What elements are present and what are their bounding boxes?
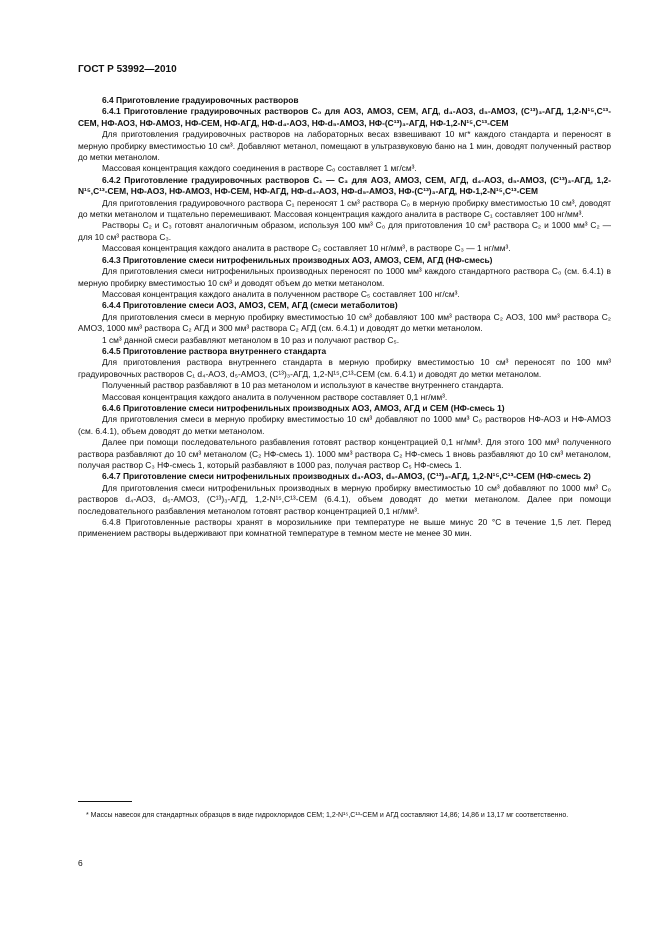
paragraph: Далее при помощи последовательного разбавления готовят раствор концентрацией 0,1 нг/мм³. Для этого 100 мм³ полученного раствора разбавляют до 10 см³ метанолом (С₂ НФ-смесь 1). 1000 мм³ раствора С₂ НФ-смесь 1 вновь разбавляют до 10 см³ метанолом, получая раствор С₃ НФ-смесь 1, который разбавляют в 1000 раз, получая раствор С₅ НФ-смесь 1. [78,437,611,470]
subsection-heading: 6.4.1 Приготовление градуировочных растворов С₀ для АОЗ, АМОЗ, СЕМ, АГД, d₄-АОЗ, d₅-АМОЗ, (С¹³)₃-АГД, 1,2-N¹⁵,С¹³-СЕМ, НФ-АОЗ, НФ-АМОЗ, НФ-СЕМ, НФ-АГД, НФ-d₄-АОЗ, НФ-d₅-АМОЗ, НФ-(С¹³)₃-АГД, НФ-1,2-N¹⁵,С¹³-СЕМ [78,106,611,128]
paragraph: Для приготовления смеси нитрофенильных производных переносят по 1000 мм³ каждого стандартного раствора С₀ (см. 6.4.1) в мерную пробирку вместимостью 10 см³ и доводят объем до метки метанолом. [78,266,611,288]
paragraph: Для приготовления смеси нитрофенильных производных в мерную пробирку вместимостью 10 см³ добавляют по 1000 мм³ С₀ растворов d₄-АОЗ, d₅-АМОЗ, (С¹³)₃-АГД, 1,2-N¹⁵,С¹³-СЕМ (6.4.1), объем доводят до метки метанолом. Далее при помощи последовательного разбавления метанолом готовят раствор концентрацией 0,1 нг/мм³. [78,482,611,516]
paragraph: Массовая концентрация каждого аналита в полученном растворе составляет 0,1 нг/мм³. [102,391,448,402]
paragraph: 6.4.8 Приготовленные растворы хранят в морозильнике при температуре не выше минус 20 °С в течение 1,5 лет. Перед применением растворы выдерживают при комнатной температуре в темном месте не менее 30 мин. [78,517,611,539]
subsection-heading: 6.4.2 Приготовление градуировочных растворов С₁ — С₃ для АОЗ, АМОЗ, СЕМ, АГД, d₄-АОЗ, d₅-АМОЗ, (С¹³)₃-АГД, 1,2-N¹⁵,С¹³-СЕМ, НФ-АОЗ, НФ-АМОЗ, НФ-СЕМ, НФ-АГД, НФ-d₄-АОЗ, НФ-d₅-АМОЗ, НФ-(С¹³)₃-АГД, НФ-1,2-N¹⁵,С¹³-СЕМ [78,174,611,197]
subsection-heading: 6.4.6 Приготовление смеси нитрофенильных производных АОЗ, АМОЗ, АГД и СЕМ (НФ-смесь 1) [102,402,505,413]
footnote: * Массы навесок для стандартных образцов в виде гидрохлоридов СЕМ; 1,2-N¹⁵,С¹³-СЕМ и АГД составляют 14,86; 14,86 и 13,17 мг соответственно. [86,812,569,819]
subsection-heading: 6.4.5 Приготовление раствора внутреннего стандарта [102,345,327,356]
paragraph: Для приготовления смеси в мерную пробирку вместимостью 10 см³ добавляют по 1000 мм³ С₀ растворов НФ-АОЗ и НФ-АМОЗ (см. 6.4.1), объем доводят до метки метанолом. [78,414,611,436]
page-number: 6 [78,858,83,868]
paragraph: Массовая концентрация каждого соединения в растворе С₀ составляет 1 мг/см³. [102,163,417,174]
paragraph: Для приготовления раствора внутреннего стандарта в мерную пробирку вместимостью 10 см³ переносят по 100 мм³ градуировочных растворов С₁ d₄-АОЗ, d₅-АМОЗ, (С¹³)₃-АГД, 1,2-N¹⁵,С¹³-СЕМ (см. 6.4.1) и доводят до метки метанолом. [78,357,611,379]
subsection-heading: 6.4.7 Приготовление смеси нитрофенильных производных d₄-АОЗ, d₅-АМОЗ, (С¹³)₃-АГД, 1,2-N¹⁵,С¹³-СЕМ (НФ-смесь 2) [102,471,591,482]
paragraph: Для приготовления смеси в мерную пробирку вместимостью 10 см³ добавляют 100 мм³ раствора С₂ АОЗ, 100 мм³ раствора С₂ АМОЗ, 1000 мм³ раствора С₂ АГД и 300 мм³ раствора С₂ АГД (см. 6.4.1) и доводят до метки метанолом. [78,311,611,334]
document-header: ГОСТ Р 53992—2010 [78,64,177,75]
paragraph: Растворы С₂ и С₃ готовят аналогичным образом, используя 100 мм³ С₀ для приготовления 10 см³ раствора С₂ и 1000 мм³ С₂ — для 10 см³ раствора С₃. [78,220,611,242]
paragraph: Для приготовления градуировочного раствора С₁ переносят 1 см³ раствора С₀ в мерную пробирку вместимостью 10 см³, доводят до метки метанолом и тщательно перемешивают. Массовая концентрация каждого аналита в растворе С₁ составляет 100 нг/мм³. [78,197,611,220]
paragraph: Массовая концентрация каждого аналита в полученном растворе С₅ составляет 100 нг/см³. [102,288,460,299]
paragraph: Для приготовления градуировочных растворов на лабораторных весах взвешивают 10 мг* каждого стандарта и переносят в мерную пробирку вместимостью 10 см³. Добавляют метанол, помещают в ультразвуковую баню на 1 мин, доводят полученный раствор до метки метанолом. [78,129,611,163]
subsection-heading: 6.4.4 Приготовление смеси АОЗ, АМОЗ, СЕМ, АГД (смеси метаболитов) [102,300,398,311]
paragraph: Полученный раствор разбавляют в 10 раз метанолом и используют в качестве внутреннего стандарта. [102,380,504,391]
paragraph: Массовая концентрация каждого аналита в растворе С₂ составляет 10 нг/мм³, в растворе С₃ — 1 нг/мм³. [102,243,511,254]
paragraph: 1 см³ данной смеси разбавляют метанолом в 10 раз и получают раствор С₅. [102,334,400,345]
footnote-divider [78,801,132,802]
subsection-heading: 6.4.3 Приготовление смеси нитрофенильных производных АОЗ, АМОЗ, СЕМ, АГД (НФ-смесь) [102,254,493,265]
document-body [78,95,611,540]
section-heading: 6.4 Приготовление градуировочных растворов [102,95,299,105]
